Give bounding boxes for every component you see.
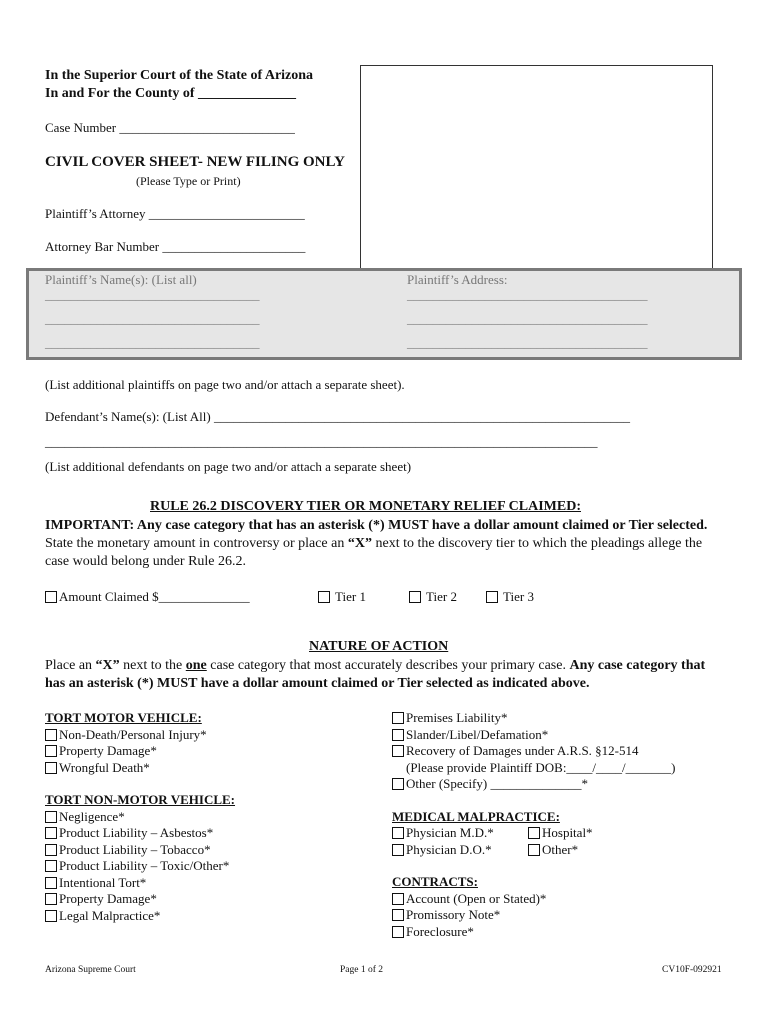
list-item[interactable]: Other (Specify) ______________* — [392, 776, 675, 793]
page-title: CIVIL COVER SHEET- NEW FILING ONLY — [45, 154, 345, 170]
tier-2-label: Tier 2 — [426, 589, 457, 604]
amount-claimed-checkbox[interactable] — [45, 591, 57, 603]
amount-claimed-option[interactable] — [45, 589, 250, 605]
list-item[interactable]: Promissory Note* — [392, 907, 675, 924]
list-item[interactable]: Non-Death/Personal Injury* — [45, 727, 235, 744]
checkbox[interactable] — [392, 909, 404, 921]
checkbox[interactable] — [45, 745, 57, 757]
nature-instructions — [45, 657, 725, 693]
list-item[interactable]: Property Damage* — [45, 743, 235, 760]
tort-non-motor-heading: TORT NON-MOTOR VEHICLE: — [45, 792, 236, 807]
checkbox[interactable] — [45, 827, 57, 839]
plaintiff-note: (List additional plaintiffs on page two and/or attach a separate sheet). — [45, 377, 405, 392]
checkbox[interactable] — [45, 762, 57, 774]
checkbox[interactable] — [392, 827, 404, 839]
plaintiff-address-line[interactable]: _____________________________________ — [407, 287, 648, 302]
checkbox[interactable] — [392, 844, 404, 856]
checkbox[interactable] — [45, 877, 57, 889]
checkbox[interactable] — [528, 844, 540, 856]
contracts-heading: CONTRACTS: — [392, 874, 478, 889]
checkbox[interactable] — [392, 712, 404, 724]
plaintiff-name-line[interactable]: _________________________________ — [45, 311, 260, 326]
defendant-names-field[interactable]: Defendant’s Name(s): (List All) ________________________________________________________________ — [45, 409, 630, 424]
plaintiff-address-line[interactable]: _____________________________________ — [407, 311, 648, 326]
attorney-bar-number-field[interactable]: Attorney Bar Number ______________________ — [45, 239, 306, 254]
list-item[interactable]: Negligence* — [45, 809, 235, 826]
rule-text-a: State the monetary amount in controversy or place an — [45, 536, 348, 551]
tier-2-option[interactable] — [409, 589, 457, 605]
medical-malpractice-heading: MEDICAL MALPRACTICE: — [392, 808, 560, 824]
footer-form-code: CV10F-092921 — [662, 965, 722, 975]
x-mark: “X” — [95, 658, 120, 673]
nature-heading: NATURE OF ACTION — [309, 639, 449, 654]
footer-page-number: Page 1 of 2 — [340, 965, 384, 975]
nature-bold-text: Any case category that has an asterisk (*) MUST have a dollar amount claimed or Tier selected as indicated above. — [45, 658, 706, 691]
list-item[interactable]: Product Liability – Tobacco* — [45, 842, 235, 859]
plaintiff-name-line[interactable]: _________________________________ — [45, 287, 260, 302]
checkbox[interactable] — [45, 860, 57, 872]
list-item — [392, 842, 675, 859]
checkbox[interactable] — [392, 729, 404, 741]
checkbox[interactable] — [528, 827, 540, 839]
x-mark: “X” — [347, 536, 372, 551]
list-item[interactable]: Property Damage* — [45, 891, 235, 908]
rule-text-b: next to the discovery tier to which the pleadings allege the case would belong under Rule 26.2. — [45, 536, 703, 569]
tier-3-label: Tier 3 — [503, 589, 534, 604]
tier-3-option[interactable] — [486, 589, 534, 605]
tier-1-checkbox[interactable] — [318, 591, 330, 603]
hospital-option[interactable]: Hospital* — [528, 825, 593, 840]
important-text: IMPORTANT: Any case category that has an asterisk (*) MUST have a dollar amount claimed or Tier selected. — [45, 518, 708, 533]
rule-instructions — [45, 517, 725, 571]
list-item[interactable]: Slander/Libel/Defamation* — [392, 727, 675, 744]
court-name-line: In the Superior Court of the State of Arizona — [45, 68, 314, 83]
list-item[interactable]: Wrongful Death* — [45, 760, 235, 777]
clerk-stamp-box — [360, 65, 713, 270]
tier-1-option[interactable] — [318, 589, 366, 605]
list-item[interactable]: Legal Malpractice* — [45, 908, 235, 925]
right-case-categories — [392, 710, 675, 940]
list-item[interactable]: Foreclosure* — [392, 924, 675, 941]
tier-3-checkbox[interactable] — [486, 591, 498, 603]
checkbox[interactable] — [45, 844, 57, 856]
plaintiff-name-line[interactable]: _________________________________ — [45, 335, 260, 350]
other-medical-option[interactable]: Other* — [528, 842, 578, 857]
defendant-note: (List additional defendants on page two and/or attach a separate sheet) — [45, 459, 412, 474]
list-item[interactable]: Recovery of Damages under A.R.S. §12-514 — [392, 743, 675, 760]
footer-left: Arizona Supreme Court — [45, 965, 136, 975]
list-item[interactable]: Premises Liability* — [392, 710, 675, 727]
nature-text-a: Place an — [45, 658, 96, 673]
page-subtitle: (Please Type or Print) — [136, 174, 241, 188]
nature-text-b: next to the — [119, 658, 186, 673]
plaintiff-address-label: Plaintiff’s Address: — [407, 272, 508, 287]
plaintiff-attorney-field[interactable]: Plaintiff’s Attorney ________________________ — [45, 206, 305, 221]
checkbox[interactable] — [392, 926, 404, 938]
nature-text-c: case category that most accurately describes your primary case. — [206, 658, 570, 673]
plaintiff-address-line[interactable]: _____________________________________ — [407, 335, 648, 350]
left-case-categories — [45, 710, 235, 924]
physician-md-option[interactable]: Physician M.D.* — [392, 825, 528, 842]
list-item[interactable]: Product Liability – Toxic/Other* — [45, 858, 235, 875]
list-item[interactable]: Intentional Tort* — [45, 875, 235, 892]
one-emphasis: one — [185, 658, 207, 673]
tort-motor-heading: TORT MOTOR VEHICLE: — [45, 710, 202, 725]
defendant-names-line[interactable]: _____________________________________________________________________________________ — [45, 434, 598, 449]
rule-heading: RULE 26.2 DISCOVERY TIER OR MONETARY RELIEF CLAIMED: — [150, 499, 581, 514]
checkbox[interactable] — [45, 811, 57, 823]
tier-2-checkbox[interactable] — [409, 591, 421, 603]
checkbox[interactable] — [45, 910, 57, 922]
case-number-field[interactable]: Case Number ___________________________ — [45, 120, 295, 135]
tier-1-label: Tier 1 — [335, 589, 366, 604]
list-item — [392, 825, 675, 842]
plaintiff-names-label: Plaintiff’s Name(s): (List all) — [45, 272, 197, 287]
checkbox[interactable] — [392, 778, 404, 790]
physician-do-option[interactable]: Physician D.O.* — [392, 842, 528, 859]
checkbox[interactable] — [392, 893, 404, 905]
list-item[interactable]: Account (Open or Stated)* — [392, 891, 675, 908]
checkbox[interactable] — [45, 729, 57, 741]
checkbox[interactable] — [45, 893, 57, 905]
checkbox[interactable] — [392, 745, 404, 757]
county-field[interactable]: In and For the County of ______________ — [45, 86, 296, 101]
amount-claimed-label: Amount Claimed $______________ — [59, 589, 250, 604]
plaintiff-info-box — [26, 268, 742, 360]
list-item[interactable]: Product Liability – Asbestos* — [45, 825, 235, 842]
dob-field[interactable]: (Please provide Plaintiff DOB:____/____/_______) — [406, 759, 676, 775]
